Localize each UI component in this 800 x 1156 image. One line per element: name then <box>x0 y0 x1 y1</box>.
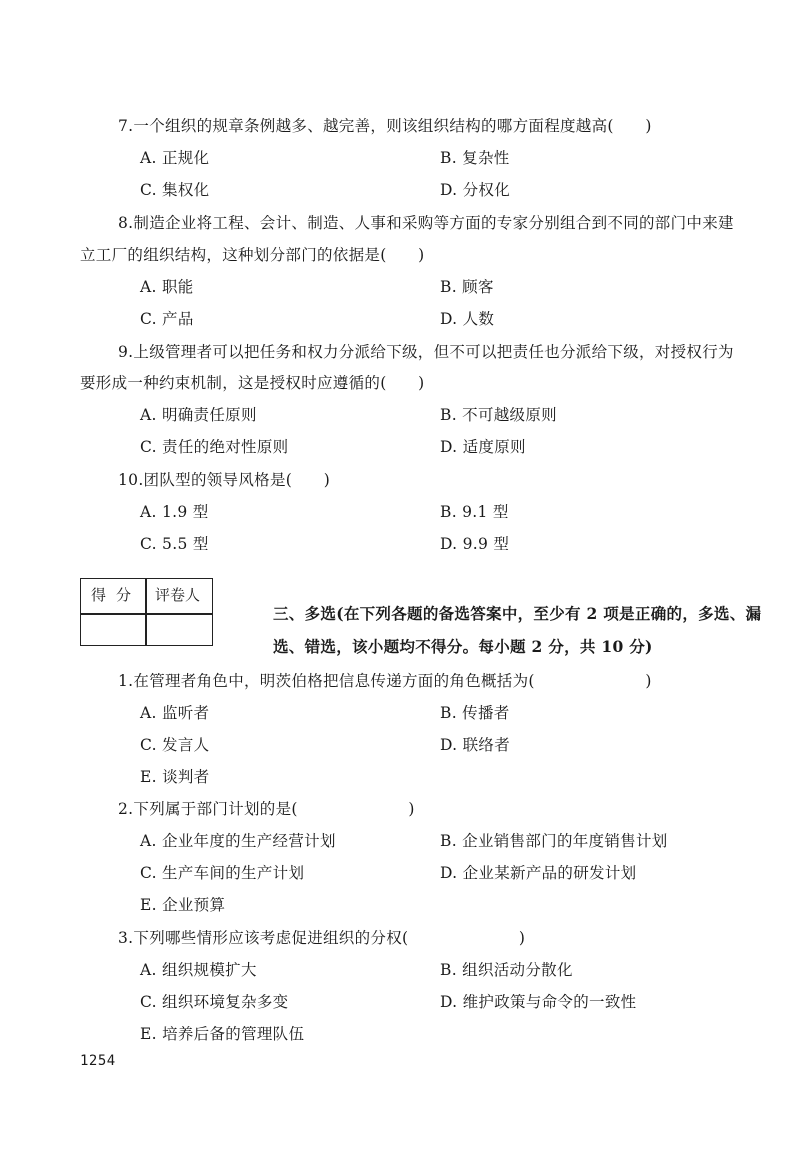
q10-option-b: B. 9.1 型 <box>440 503 509 521</box>
m2-stem: 2.下列属于部门计划的是( ) <box>118 800 415 818</box>
q7-option-b: B. 复杂性 <box>440 149 510 167</box>
m2-option-a: A. 企业年度的生产经营计划 <box>140 832 336 850</box>
q10-option-d: D. 9.9 型 <box>440 535 510 553</box>
m2-option-e: E. 企业预算 <box>140 896 226 914</box>
q10-option-c: C. 5.5 型 <box>140 535 209 553</box>
m1-option-d: D. 联络者 <box>440 736 511 754</box>
q9-stem-line1: 9.上级管理者可以把任务和权力分派给下级，但不可以把责任也分派给下级，对授权行为 <box>118 343 734 361</box>
q8-option-a: A. 职能 <box>140 278 194 296</box>
q9-option-a: A. 明确责任原则 <box>140 406 257 424</box>
q10-stem: 10.团队型的领导风格是( ) <box>118 471 331 489</box>
q8-stem-line1: 8.制造企业将工程、会计、制造、人事和采购等方面的专家分别组合到不同的部门中来建 <box>118 214 734 232</box>
m3-option-a: A. 组织规模扩大 <box>140 961 257 979</box>
m1-option-c: C. 发言人 <box>140 736 210 754</box>
m1-stem: 1.在管理者角色中，明茨伯格把信息传递方面的角色概括为( ) <box>118 672 652 690</box>
m2-option-c: C. 生产车间的生产计划 <box>140 864 305 882</box>
q7-stem: 7.一个组织的规章条例越多、越完善，则该组织结构的哪方面程度越高( ) <box>118 117 652 135</box>
q9-option-d: D. 适度原则 <box>440 438 526 456</box>
m3-option-d: D. 维护政策与命令的一致性 <box>440 993 637 1011</box>
m2-option-d: D. 企业某新产品的研发计划 <box>440 864 637 882</box>
m1-option-b: B. 传播者 <box>440 704 510 722</box>
q8-option-d: D. 人数 <box>440 310 495 328</box>
section-title-line1: 三、多选(在下列各题的备选答案中，至少有 2 项是正确的，多选、漏 <box>273 604 762 623</box>
q7-option-a: A. 正规化 <box>140 149 210 167</box>
score-header: 得分 <box>91 586 142 604</box>
m3-option-b: B. 组织活动分散化 <box>440 961 573 979</box>
q8-option-c: C. 产品 <box>140 310 194 328</box>
m1-option-a: A. 监听者 <box>140 704 210 722</box>
q9-option-c: C. 责任的绝对性原则 <box>140 438 289 456</box>
m3-option-e: E. 培养后备的管理队伍 <box>140 1025 305 1043</box>
m2-option-b: B. 企业销售部门的年度销售计划 <box>440 832 668 850</box>
score-table <box>80 578 213 646</box>
page-number: 1254 <box>80 1053 116 1069</box>
q7-option-c: C. 集权化 <box>140 181 210 199</box>
q10-option-a: A. 1.9 型 <box>140 503 209 521</box>
table-divider-vertical <box>145 579 147 645</box>
q9-stem-line2: 要形成一种约束机制，这是授权时应遵循的( ) <box>80 374 425 392</box>
q8-stem-line2: 立工厂的组织结构，这种划分部门的依据是( ) <box>80 246 425 264</box>
q8-option-b: B. 顾客 <box>440 278 494 296</box>
q9-option-b: B. 不可越级原则 <box>440 406 557 424</box>
m3-stem: 3.下列哪些情形应该考虑促进组织的分权( ) <box>118 929 526 947</box>
grader-header: 评卷人 <box>155 586 201 604</box>
q7-option-d: D. 分权化 <box>440 181 511 199</box>
table-divider-horizontal <box>81 613 212 615</box>
section-title-line2: 选、错选，该小题均不得分。每小题 2 分，共 10 分) <box>273 637 653 656</box>
m3-option-c: C. 组织环境复杂多变 <box>140 993 289 1011</box>
m1-option-e: E. 谈判者 <box>140 768 210 786</box>
